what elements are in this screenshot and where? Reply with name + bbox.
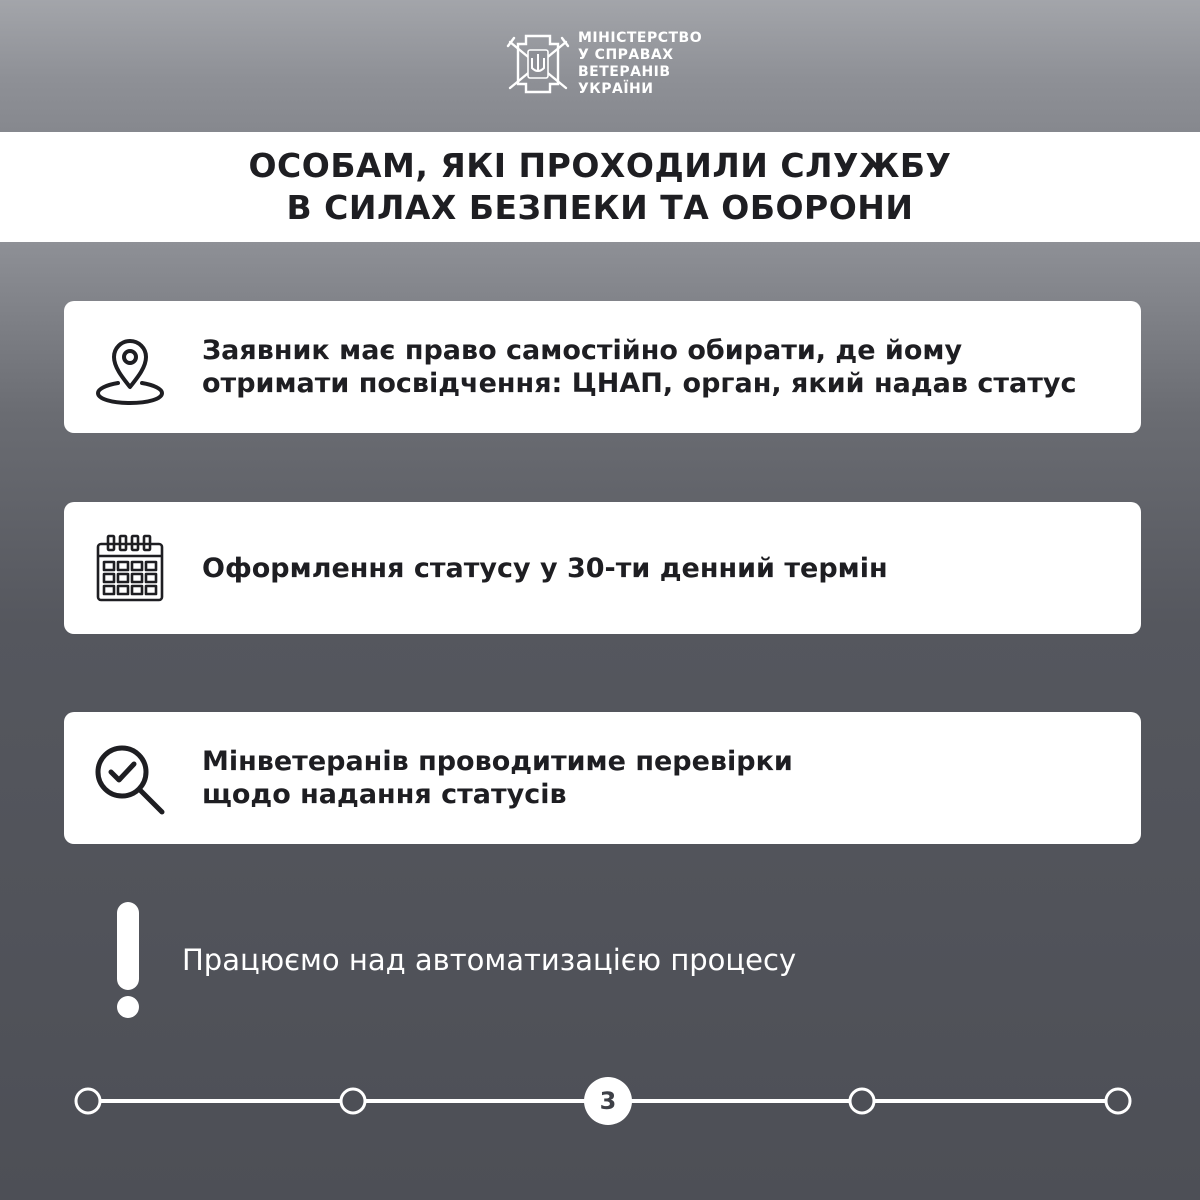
- pagination-dot[interactable]: [850, 1089, 874, 1113]
- card-text-line: Мінветеранів проводитиме перевірки: [202, 746, 793, 777]
- card-text: [202, 301, 1122, 433]
- card-text: [202, 502, 1122, 634]
- card-text-line: щодо надання статусів: [202, 779, 567, 810]
- pagination-dot[interactable]: [76, 1089, 100, 1113]
- exclamation-icon: [110, 900, 150, 1020]
- page-title: [0, 132, 1200, 242]
- calendar-icon: [92, 532, 168, 608]
- info-card-deadline: [64, 502, 1141, 634]
- page-title-line: ОСОБАМ, ЯКІ ПРОХОДИЛИ СЛУЖБУ: [248, 146, 952, 185]
- card-text-line: Оформлення статусу у 30-ти денний термін: [202, 552, 888, 584]
- page-title-line: В СИЛАХ БЕЗПЕКИ ТА ОБОРОНИ: [286, 188, 914, 227]
- automation-note: [110, 900, 1010, 1020]
- card-text-line: Заявник має право самостійно обирати, де йому: [202, 335, 963, 366]
- ministry-name: [578, 30, 702, 98]
- ministry-name-line: УКРАЇНИ: [578, 81, 654, 97]
- ministry-name-line: ВЕТЕРАНІВ: [578, 64, 671, 80]
- ministry-name-line: МІНІСТЕРСТВО: [578, 30, 703, 46]
- info-card-checks: [64, 712, 1141, 844]
- ministry-name-line: У СПРАВАХ: [578, 47, 674, 63]
- pagination-dot[interactable]: [341, 1089, 365, 1113]
- location-pin-icon: [92, 331, 168, 407]
- automation-note-text: Працюємо над автоматизацією процесу: [182, 943, 797, 977]
- card-text-line: отримати посвідчення: ЦНАП, орган, який надав статус: [202, 368, 1077, 399]
- card-text: [202, 712, 1122, 844]
- pagination-dot[interactable]: [1106, 1089, 1130, 1113]
- pagination-current-label: 3: [599, 1087, 617, 1115]
- search-check-icon: [92, 742, 168, 818]
- ministry-emblem-icon: [506, 30, 570, 98]
- info-card-location: [64, 301, 1141, 433]
- ministry-logo[interactable]: [506, 28, 702, 100]
